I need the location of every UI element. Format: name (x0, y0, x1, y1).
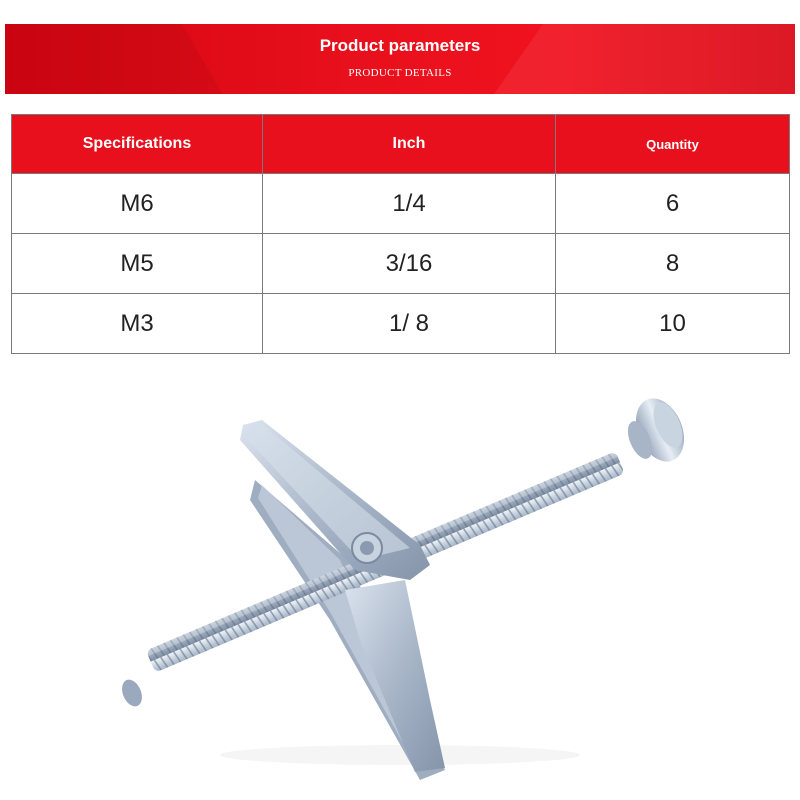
table-row (12, 234, 790, 294)
header-banner (5, 24, 795, 94)
cell-spec: M6 (12, 174, 263, 234)
banner-decoration (466, 24, 795, 94)
cell-spec: M5 (12, 234, 263, 294)
cell-spec: M3 (12, 294, 263, 354)
cell-inch: 1/ 8 (263, 294, 556, 354)
cell-quantity: 8 (556, 234, 790, 294)
header-inch: Inch (263, 115, 556, 174)
table-row (12, 294, 790, 354)
cell-quantity: 6 (556, 174, 790, 234)
header-quantity: Quantity (556, 115, 790, 174)
banner-subtitle: PRODUCT DETAILS (348, 67, 452, 79)
pivot-pin (352, 533, 382, 563)
header-specifications: Specifications (12, 115, 263, 174)
spec-table (11, 114, 790, 354)
shadow (220, 745, 580, 765)
toggle-bolt-photo (0, 360, 800, 800)
cell-quantity: 10 (556, 294, 790, 354)
cell-inch: 3/16 (263, 234, 556, 294)
table-header-row (12, 115, 790, 174)
banner-decoration (5, 24, 240, 94)
banner-title: Product parameters (319, 36, 481, 55)
bolt-tip (118, 677, 146, 710)
cell-inch: 1/4 (263, 174, 556, 234)
bolt-head (623, 391, 693, 469)
table-row (12, 174, 790, 234)
